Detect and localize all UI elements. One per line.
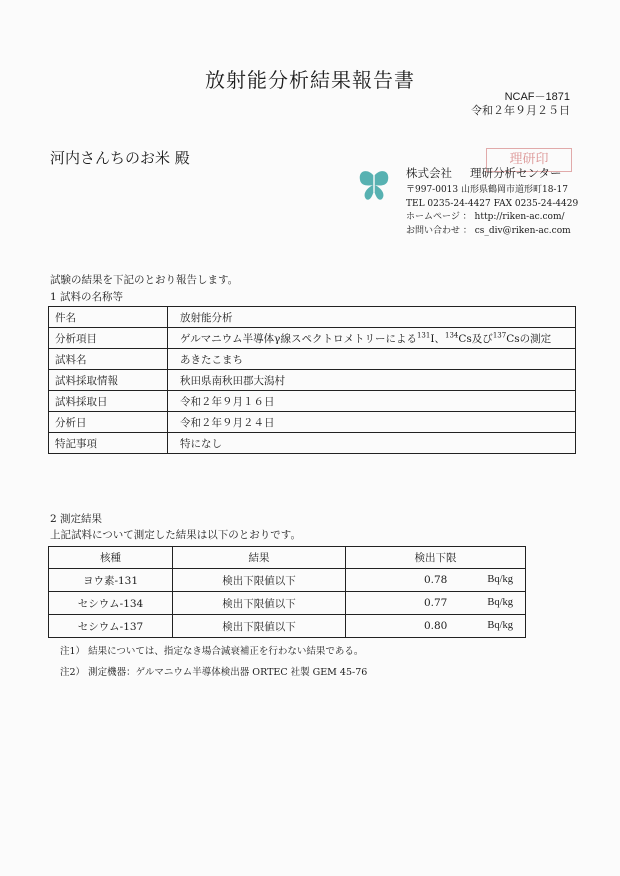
table-row [49, 370, 576, 391]
document-title: 放射能分析結果報告書 [205, 68, 415, 92]
section2-intro: 上記試料について測定した結果は以下のとおりです。 [50, 529, 301, 541]
row-label: 特記事項 [49, 433, 168, 454]
limit-value: 0.77 [423, 597, 448, 609]
detection-limit [346, 615, 526, 638]
row-label: 試料採取日 [49, 391, 168, 412]
table-header-row [49, 547, 526, 569]
detection-limit [346, 569, 526, 592]
table-row [49, 328, 576, 349]
report-date: 令和２年９月２５日 [471, 104, 570, 117]
results-table [48, 546, 526, 638]
row-value: 令和２年９月２４日 [168, 412, 576, 433]
detection-limit [346, 592, 526, 615]
section1-heading: 1 試料の名称等 [50, 291, 124, 303]
row-label: 試料採取情報 [49, 370, 168, 391]
result: 検出下限値以下 [173, 615, 346, 638]
row-label: 分析項目 [49, 328, 168, 349]
table-row [49, 569, 526, 592]
row-value: 令和２年９月１６日 [168, 391, 576, 412]
intro-text: 試験の結果を下記のとおり報告します。 [50, 274, 239, 286]
section2-heading: 2 測定結果 [50, 513, 103, 525]
limit-unit: Bq/kg [487, 597, 513, 608]
butterfly-logo-icon [356, 168, 392, 202]
result: 検出下限値以下 [173, 592, 346, 615]
row-label: 件名 [49, 307, 168, 328]
row-value: 秋田県南秋田郡大潟村 [168, 370, 576, 391]
nuclide: セシウム-134 [49, 592, 173, 615]
row-label: 分析日 [49, 412, 168, 433]
limit-value: 0.80 [423, 620, 448, 632]
row-value: あきたこまち [168, 349, 576, 370]
header-limit: 検出下限 [346, 547, 526, 569]
company-name-main: 理研分析センター [470, 166, 562, 180]
header-nuclide: 核種 [49, 547, 173, 569]
table-row [49, 349, 576, 370]
result: 検出下限値以下 [173, 569, 346, 592]
limit-unit: Bq/kg [487, 574, 513, 585]
company-seal: 理研印 [486, 148, 572, 172]
sample-info-table [48, 306, 576, 454]
company-type: 株式会社 [406, 166, 452, 180]
postal-address: 〒997-0013 山形県鶴岡市道形町18-17 [406, 185, 568, 195]
row-value: 放射能分析 [168, 307, 576, 328]
note-1: 注1） 結果については、指定なき場合減衰補正を行わない結果である。 [60, 646, 364, 657]
reference-number: NCAF－1871 [504, 91, 570, 103]
contact-email[interactable]: お問い合わせ ： cs_div@riken-ac.com [406, 225, 571, 236]
table-row [49, 433, 576, 454]
analysis-item-value: ゲルマニウム半導体γ線スペクトロメトリーによる$^{131}$I、$^{134}$Cs及び$^{137}$Csの測定 [168, 328, 576, 349]
limit-unit: Bq/kg [487, 620, 513, 631]
header-result: 結果 [173, 547, 346, 569]
note-2: 注2） 測定機器：ゲルマニウム半導体検出器 ORTEC 社製 GEM 45-76 [60, 667, 368, 678]
limit-value: 0.78 [423, 574, 448, 586]
table-row [49, 307, 576, 328]
homepage-link[interactable]: ホームページ ： http://riken-ac.com/ [406, 212, 565, 222]
nuclide: セシウム-137 [49, 615, 173, 638]
table-row [49, 391, 576, 412]
row-value: 特になし [168, 433, 576, 454]
tel-fax: TEL 0235-24-4427 FAX 0235-24-4429 [406, 198, 579, 209]
row-label: 試料名 [49, 349, 168, 370]
table-row [49, 615, 526, 638]
addressee: 河内さんちのお米 殿 [50, 149, 190, 167]
company-name [406, 165, 562, 181]
table-row [49, 592, 526, 615]
table-row [49, 412, 576, 433]
nuclide: ヨウ素-131 [49, 569, 173, 592]
company-address-block [406, 184, 578, 238]
